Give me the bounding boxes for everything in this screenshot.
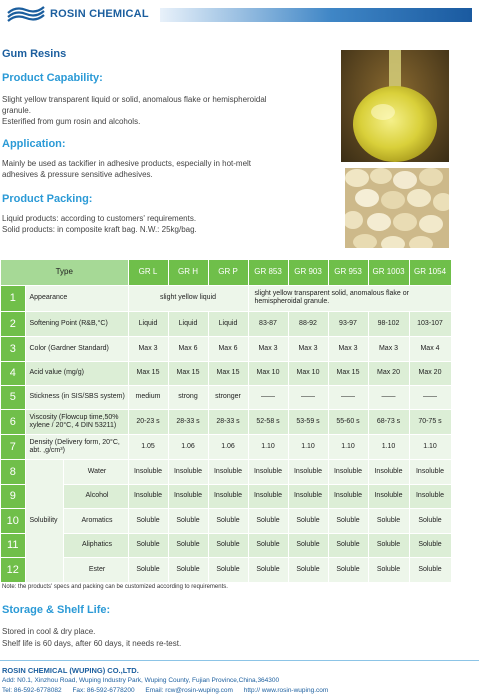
header-gradient-bar [160, 8, 472, 22]
table-cell: —— [409, 386, 451, 410]
table-cell: Max 15 [328, 362, 368, 386]
table-cell: Insoluble [328, 460, 368, 485]
table-cell: Max 3 [328, 337, 368, 362]
table-cell: Soluble [248, 558, 288, 583]
table-cell: Insoluble [128, 460, 168, 485]
table-cell: Insoluble [208, 484, 248, 509]
table-cell: 93-97 [328, 312, 368, 337]
row-number: 9 [1, 484, 25, 509]
application-line: adhesives & pressure sensitive adhesives. [2, 170, 153, 179]
row-label: Viscosity (Flowcup time,50% xylene / 20°C, 4 DIN 53211) [25, 410, 128, 435]
row-number: 11 [1, 533, 25, 558]
packing-line: Liquid products: according to customers' requirements. [2, 214, 197, 223]
table-cell: Insoluble [208, 460, 248, 485]
row-label: Color (Gardner Standard) [25, 337, 128, 362]
table-cell: 1.10 [368, 435, 409, 460]
table-cell: Soluble [368, 509, 409, 534]
table-cell: Soluble [208, 509, 248, 534]
table-cell: Soluble [288, 533, 328, 558]
table-cell: 53-59 s [288, 410, 328, 435]
footer-divider [0, 660, 479, 661]
contact-line [2, 687, 337, 694]
row-label: Appearance [25, 285, 128, 311]
table-cell: medium [128, 386, 168, 410]
website-link[interactable]: http:// www.rosin-wuping.com [243, 687, 329, 694]
row-number: 7 [1, 435, 25, 460]
table-cell: —— [328, 386, 368, 410]
grade-header: GR 853 [248, 260, 288, 285]
solvent-label: Water [63, 460, 128, 485]
row-number: 4 [1, 362, 25, 386]
row-label: Density (Delivery form, 20°C, abt. ,g/cm³) [25, 435, 128, 460]
table-row [1, 386, 451, 410]
spec-table [1, 260, 452, 312]
table-cell: Insoluble [248, 484, 288, 509]
table-row [1, 337, 451, 362]
grade-header: GR P [208, 260, 248, 285]
flask-illustration [341, 50, 449, 162]
storage-line: Stored in cool & dry place. [2, 627, 96, 636]
table-cell: 28-33 s [168, 410, 208, 435]
spec-table-body [1, 312, 452, 583]
grade-header: GR 1054 [409, 260, 451, 285]
table-cell: Max 10 [288, 362, 328, 386]
table-cell: 20-23 s [128, 410, 168, 435]
company-name: ROSIN CHEMICAL (WUPING) CO.,LTD. [2, 666, 139, 675]
table-cell: 55-60 s [328, 410, 368, 435]
table-cell: 28-33 s [208, 410, 248, 435]
packing-heading: Product Packing: [2, 193, 93, 205]
table-cell: Soluble [128, 558, 168, 583]
storage-heading: Storage & Shelf Life: [2, 604, 111, 616]
table-cell: 68-73 s [368, 410, 409, 435]
resin-flask-photo [341, 50, 449, 162]
application-text [2, 158, 332, 180]
application-heading: Application: [2, 138, 66, 150]
table-cell: Max 20 [368, 362, 409, 386]
appearance-liquid: slight yellow liquid [128, 285, 248, 311]
table-cell: 88-92 [288, 312, 328, 337]
table-cell: Insoluble [288, 460, 328, 485]
row-label: Stickness (in SIS/SBS system) [25, 386, 128, 410]
type-header: Type [1, 260, 128, 285]
capability-line: granule. [2, 106, 31, 115]
company-address: Add: N0.1, Xinzhou Road, Wuping Industry Park, Wuping County, Fujian Province,China,364300 [2, 677, 280, 684]
table-cell: Max 3 [248, 337, 288, 362]
grade-header: GR 903 [288, 260, 328, 285]
table-cell: Max 6 [208, 337, 248, 362]
tel: Tel: 86-592-6778082 [2, 687, 62, 694]
table-cell: Soluble [328, 509, 368, 534]
table-cell: 1.10 [288, 435, 328, 460]
table-cell: Insoluble [328, 484, 368, 509]
table-cell: Soluble [208, 533, 248, 558]
table-cell: stronger [208, 386, 248, 410]
row-number: 3 [1, 337, 25, 362]
solvent-label: Alcohol [63, 484, 128, 509]
table-cell: Soluble [208, 558, 248, 583]
row-number: 10 [1, 509, 25, 534]
table-cell: 1.10 [409, 435, 451, 460]
solvent-label: Aromatics [63, 509, 128, 534]
row-label: Softening Point (R&B,°C) [25, 312, 128, 337]
table-row-solubility [1, 484, 451, 509]
grade-header: GR 953 [328, 260, 368, 285]
table-cell: Soluble [409, 509, 451, 534]
row-number: 1 [1, 285, 25, 311]
table-cell: Max 3 [368, 337, 409, 362]
row-number: 5 [1, 386, 25, 410]
table-cell: Soluble [168, 509, 208, 534]
granules-illustration [345, 168, 449, 248]
table-cell: Liquid [208, 312, 248, 337]
table-cell: Soluble [168, 558, 208, 583]
table-cell: strong [168, 386, 208, 410]
table-row [1, 410, 451, 435]
table-cell: —— [248, 386, 288, 410]
table-cell: 1.10 [328, 435, 368, 460]
table-cell: Max 4 [409, 337, 451, 362]
table-cell: Soluble [328, 533, 368, 558]
email-link[interactable]: Email: rcw@rosin-wuping.com [145, 687, 233, 694]
table-row-appearance [1, 285, 451, 311]
storage-text [2, 626, 181, 650]
solvent-label: Ester [63, 558, 128, 583]
capability-text [2, 94, 332, 127]
table-cell: Soluble [248, 509, 288, 534]
table-cell: 1.06 [208, 435, 248, 460]
table-row-solubility [1, 533, 451, 558]
table-cell: Soluble [328, 558, 368, 583]
table-cell: —— [368, 386, 409, 410]
table-cell: Soluble [368, 558, 409, 583]
table-cell: Soluble [368, 533, 409, 558]
table-cell: Max 6 [168, 337, 208, 362]
table-cell: Soluble [168, 533, 208, 558]
table-cell: Max 20 [409, 362, 451, 386]
row-number: 8 [1, 460, 25, 485]
table-cell: 98-102 [368, 312, 409, 337]
table-cell: Insoluble [248, 460, 288, 485]
application-line: Mainly be used as tackifier in adhesive products, especially in hot-melt [2, 159, 252, 168]
capability-heading: Product Capability: [2, 72, 103, 84]
table-row-solubility [1, 558, 451, 583]
table-row [1, 435, 451, 460]
table-header-row [1, 260, 451, 285]
fax: Fax: 86-592-6778200 [72, 687, 135, 694]
table-cell: 52-58 s [248, 410, 288, 435]
table-row-solubility [1, 509, 451, 534]
table-row [1, 312, 451, 337]
table-cell: Max 10 [248, 362, 288, 386]
table-cell: Insoluble [168, 484, 208, 509]
table-cell: 103-107 [409, 312, 451, 337]
table-row [1, 362, 451, 386]
solvent-label: Aliphatics [63, 533, 128, 558]
table-cell: Max 15 [128, 362, 168, 386]
table-cell: Liquid [128, 312, 168, 337]
table-cell: Insoluble [409, 460, 451, 485]
table-cell: Max 3 [128, 337, 168, 362]
table-cell: Max 3 [288, 337, 328, 362]
packing-text [2, 213, 332, 235]
table-cell: Soluble [288, 558, 328, 583]
table-cell: Insoluble [368, 484, 409, 509]
packing-line: Solid products: in composite kraft bag. N.W.: 25kg/bag. [2, 225, 197, 234]
table-cell: 1.10 [248, 435, 288, 460]
table-cell: Soluble [128, 533, 168, 558]
brand-name: ROSIN CHEMICAL [50, 8, 149, 20]
capability-line: Esterified from gum rosin and alcohols. [2, 117, 141, 126]
row-label: Acid value (mg/g) [25, 362, 128, 386]
customization-note: Note: the products' specs and packing can be customized according to requirements. [2, 584, 228, 590]
resin-granules-photo [345, 168, 449, 248]
table-cell: 83-87 [248, 312, 288, 337]
table-cell: Soluble [248, 533, 288, 558]
rosin-chemical-logo-icon [6, 4, 46, 22]
grade-header: GR L [128, 260, 168, 285]
row-number: 2 [1, 312, 25, 337]
grade-header: GR 1003 [368, 260, 409, 285]
table-cell: Insoluble [409, 484, 451, 509]
table-cell: —— [288, 386, 328, 410]
table-row-solubility [1, 460, 451, 485]
table-cell: Insoluble [128, 484, 168, 509]
page-header [0, 0, 479, 26]
table-cell: Max 15 [208, 362, 248, 386]
capability-line: Slight yellow transparent liquid or solid, anomalous flake or hemispheroidal [2, 95, 267, 104]
table-cell: Insoluble [368, 460, 409, 485]
table-cell: Liquid [168, 312, 208, 337]
table-cell: 1.05 [128, 435, 168, 460]
spec-table-wrapper [1, 260, 451, 583]
storage-line: Shelf life is 60 days, after 60 days, it needs re-test. [2, 639, 182, 648]
table-cell: Insoluble [168, 460, 208, 485]
table-cell: 70-75 s [409, 410, 451, 435]
table-cell: Soluble [288, 509, 328, 534]
page-title: Gum Resins [2, 48, 67, 60]
grade-header: GR H [168, 260, 208, 285]
table-cell: Insoluble [288, 484, 328, 509]
table-cell: Max 15 [168, 362, 208, 386]
solubility-label: Solubility [25, 460, 63, 583]
row-number: 6 [1, 410, 25, 435]
table-cell: Soluble [128, 509, 168, 534]
row-number: 12 [1, 558, 25, 583]
table-cell: 1.06 [168, 435, 208, 460]
table-cell: Soluble [409, 558, 451, 583]
table-cell: Soluble [409, 533, 451, 558]
appearance-solid: slight yellow transparent solid, anomalous flake or hemispheroidal granule. [248, 285, 451, 311]
